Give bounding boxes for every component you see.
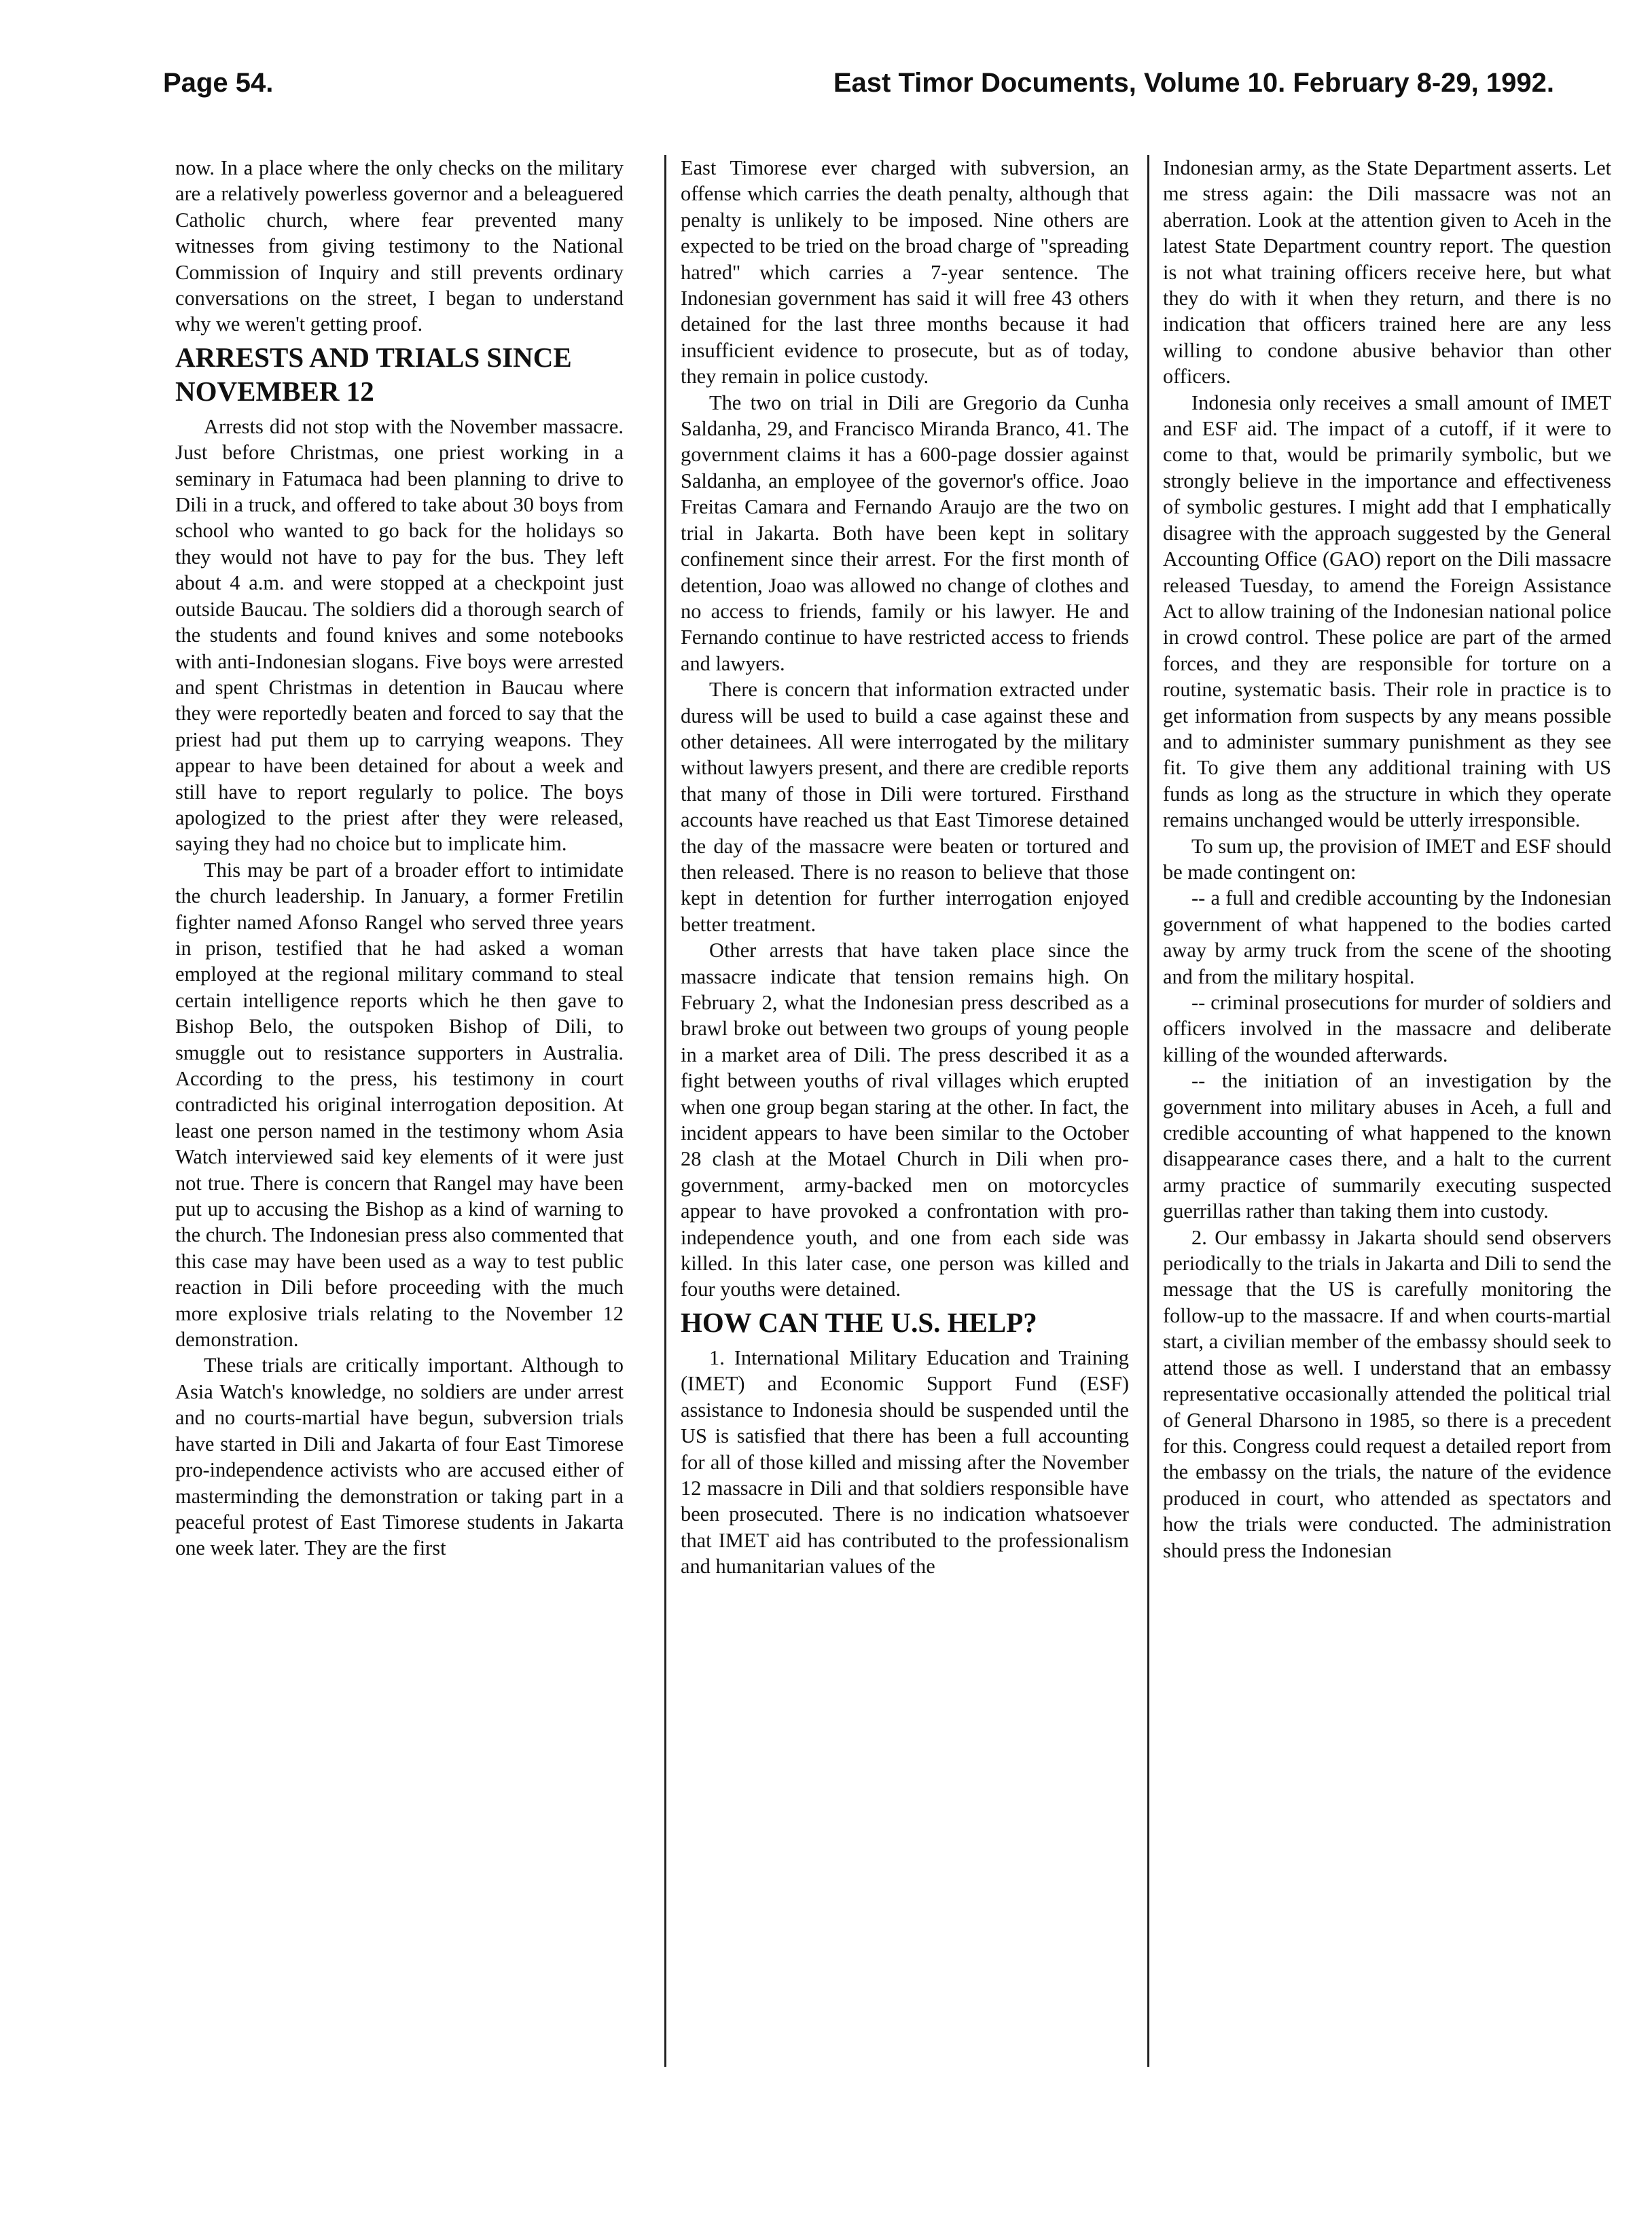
text-column-3 bbox=[1163, 155, 1611, 1564]
paragraph: 1. International Military Education and Training (IMET) and Economic Support Fund (ESF) assistance to Indonesia should be suspended until the US is satisfied that there has been a full accounting for all of those killed and missing after the November 12 massacre in Dili and that soldiers responsible have been prosecuted. There is no indication whatsoever that IMET aid has contributed to the professionalism and humanitarian values of the bbox=[681, 1346, 1129, 1578]
text-column-1 bbox=[175, 155, 624, 1561]
paragraph: East Timorese ever charged with subversion, an offense which carries the death penalty, although that penalty is unlikely to be imposed. Nine others are expected to be tried on the broad charge of "spreading hatred" which carries a 7-year sentence. The Indonesian government has said it will free 43 others detained for the last three months because it had insufficient evidence to prosecute, but as of today, they remain in police custody. bbox=[681, 156, 1129, 389]
paragraph: -- criminal prosecutions for murder of soldiers and officers involved in the massacre and deliberate killing of the wounded afterwards. bbox=[1163, 991, 1611, 1066]
paragraph: -- the initiation of an investigation by the government into military abuses in Aceh, a full and credible accounting of what happened to the known disappearance cases there, and a halt to the current army practice of summarily executing suspected guerrillas rather than taking them into custody. bbox=[1163, 1069, 1611, 1223]
paragraph: now. In a place where the only checks on the military are a relatively powerless governor and a beleaguered Catholic church, where fear prevented many witnesses from giving testimony to the National Commission of Inquiry and still prevents ordinary conversations on the street, I began to understand why we weren't getting proof. bbox=[175, 156, 624, 336]
paragraph: 2. Our embassy in Jakarta should send observers periodically to the trials in Jakarta and Dili to send the message that the US is carefully monitoring the follow-up to the massacre. If and when courts-martial start, a civilian member of the embassy should seek to attend those as well. I understand that an embassy representative occasionally attended the political trial of General Dharsono in 1985, so there is a precedent for this. Congress could request a detailed report from the embassy on the trials, the nature of the evidence produced in court, who attended as spectators and how the trials were conducted. The administration should press the Indonesian bbox=[1163, 1225, 1611, 1562]
column-divider bbox=[1147, 155, 1149, 2067]
text-column-2 bbox=[681, 155, 1129, 1580]
publication-title: East Timor Documents, Volume 10. February 8-29, 1992. bbox=[833, 68, 1554, 98]
paragraph: To sum up, the provision of IMET and ESF should be made contingent on: bbox=[1163, 834, 1611, 884]
paragraph: There is concern that information extracted under duress will be used to build a case against these and other detainees. All were interrogated by the military without lawyers present, and there are credible reports that many of those in Dili were tortured. Firsthand accounts have reached us that East Timorese detained the day of the massacre were beaten or tortured and then released. There is no reason to believe that those kept in detention for further interrogation enjoyed better treatment. bbox=[681, 678, 1129, 936]
section-heading: ARRESTS AND TRIALS SINCE NOVEMBER 12 bbox=[175, 341, 572, 407]
page-number: Page 54. bbox=[163, 68, 274, 98]
paragraph: -- a full and credible accounting by the Indonesian government of what happened to the bodies carted away by army truck from the scene of the shooting and from the military hospital. bbox=[1163, 886, 1611, 988]
paragraph: This may be part of a broader effort to intimidate the church leadership. In January, a former Fretilin fighter named Afonso Rangel who served three years in prison, testified that he had asked a woman employed at the regional military command to steal certain intelligence reports which he then gave to Bishop Belo, the outspoken Bishop of Dili, to smuggle out to resistance supporters in Australia. According to the press, his testimony in court contradicted his original interrogation deposition. At least one person named in the testimony whom Asia Watch interviewed said key elements of it were just not true. There is concern that Rangel may have been put up to accusing the Bishop as a kind of warning to the church. The Indonesian press also commented that this case may have been used as a way to test public reaction in Dili before proceeding with the much more explosive trials relating to the November 12 demonstration. bbox=[175, 858, 624, 1352]
paragraph: The two on trial in Dili are Gregorio da Cunha Saldanha, 29, and Francisco Miranda Branco, 41. The government claims it has a 600-page dossier against Saldanha, an employee of the governor's office. Joao Freitas Camara and Fernando Araujo are the two on trial in Jakarta. Both have been kept in solitary confinement since their arrest. For the first month of detention, Joao was allowed no change of clothes and no access to friends, family or his lawyer. He and Fernando continue to have restricted access to friends and lawyers. bbox=[681, 391, 1129, 675]
page-header bbox=[163, 68, 1554, 109]
column-divider bbox=[664, 155, 666, 2067]
paragraph: Other arrests that have taken place since the massacre indicate that tension remains high. On February 2, what the Indonesian press described as a brawl broke out between two groups of young people in a market area of Dili. The press described it as a fight between youths of rival villages which erupted when one group began staring at the other. In fact, the incident appears to have been similar to the October 28 clash at the Motael Church in Dili when pro-government, army-backed men on motorcycles appear to have provoked a confrontation with pro-independence youth, and one from each side was killed. In this later case, one person was killed and four youths were detained. bbox=[681, 939, 1129, 1301]
paragraph: Arrests did not stop with the November massacre. Just before Christmas, one priest working in a seminary in Fatumaca had been planning to drive to Dili in a truck, and offered to take about 30 boys from school who wanted to go back for the holidays so they would not have to pay for the bus. They left about 4 a.m. and were stopped at a checkpoint just outside Baucau. The soldiers did a thorough search of the students and found knives and some notebooks with anti-Indonesian slogans. Five boys were arrested and spent Christmas in detention in Baucau where they were reportedly beaten and forced to say that the priest had put them up to carrying weapons. They appear to have been detained for about a week and still have to report regularly to police. The boys apologized to the priest after they were released, saying they had no choice but to implicate him. bbox=[175, 414, 624, 856]
section-heading: HOW CAN THE U.S. HELP? bbox=[681, 1306, 1037, 1338]
paragraph: Indonesia only receives a small amount of IMET and ESF aid. The impact of a cutoff, if it were to come to that, would be primarily symbolic, but we strongly believe in the importance and effectiveness of symbolic gestures. I might add that I emphatically disagree with the approach suggested by the General Accounting Office (GAO) report on the Dili massacre released Tuesday, to amend the Foreign Assistance Act to allow training of the Indonesian national police in crowd control. These police are part of the armed forces, and they are responsible for torture on a routine, systematic basis. Their role in practice is to get information from suspects by any means possible and to administer summary punishment as they see fit. To give them any additional training with US funds as long as the structure in which they operate remains unchanged would be utterly irresponsible. bbox=[1163, 391, 1611, 832]
paragraph: These trials are critically important. Although to Asia Watch's knowledge, no soldiers are under arrest and no courts-martial have begun, subversion trials have started in Dili and Jakarta of four East Timorese pro-independence activists who are accused either of masterminding the demonstration or taking part in a peaceful protest of East Timorese students in Jakarta one week later. They are the first bbox=[175, 1354, 624, 1560]
paragraph: Indonesian army, as the State Department asserts. Let me stress again: the Dili massacre was not an aberration. Look at the attention given to Aceh in the latest State Department country report. The question is not what training officers receive here, but what they do with it when they return, and there is no indication that officers trained here are any less willing to condone abusive behavior than other officers. bbox=[1163, 156, 1611, 389]
